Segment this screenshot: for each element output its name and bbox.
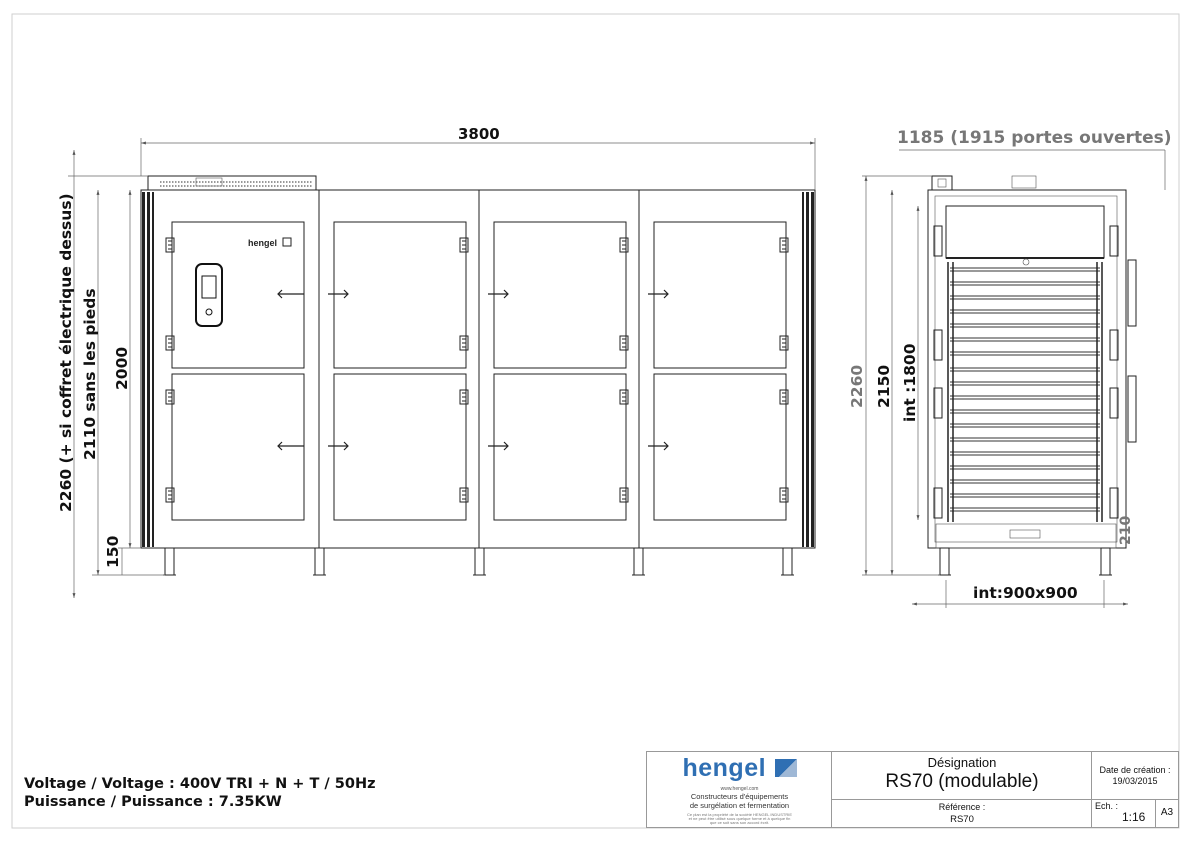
front-dimensions xyxy=(57,125,815,598)
brand-name: hengel xyxy=(682,754,767,782)
creation-date-cell xyxy=(1092,752,1178,800)
dim-side-total-height: 2260 xyxy=(848,364,866,408)
title-block xyxy=(646,751,1179,828)
top-unit xyxy=(148,176,316,190)
reference-label: Référence : xyxy=(938,802,986,812)
door-panel xyxy=(654,374,786,520)
door-panel xyxy=(334,222,466,368)
designation-cell xyxy=(832,752,1092,800)
tagline-2: de surgélation et fermentation xyxy=(689,801,790,810)
dim-overall-height: 2260 (+ si coffret électrique dessus) xyxy=(57,193,75,512)
brand-logo xyxy=(647,754,832,783)
dim-interior-height: int :1800 xyxy=(901,343,919,422)
front-view xyxy=(141,176,815,575)
designation-value: RS70 (modulable) xyxy=(885,771,1039,792)
website: www.hengel.com xyxy=(720,786,759,792)
brand-flag-icon xyxy=(775,759,797,777)
dim-side-width: 1185 (1915 portes ouvertes) xyxy=(897,128,1172,148)
door-panel xyxy=(654,222,786,368)
creation-label: Date de création : xyxy=(1099,765,1171,775)
dim-feet-height: 150 xyxy=(104,535,122,568)
creation-date: 19/03/2015 xyxy=(1112,776,1158,786)
dim-height-without-feet: 2110 sans les pieds xyxy=(81,288,99,460)
cabinet-outline xyxy=(141,190,815,548)
door-panel xyxy=(494,374,626,520)
reference-cell xyxy=(832,800,1092,827)
legal-2: et ne peut être utilisé sous quelque forme et à quelque fin xyxy=(688,816,791,821)
door-logo: hengel xyxy=(248,238,278,248)
designation-label: Désignation xyxy=(927,755,997,770)
hinges xyxy=(166,238,788,502)
dim-body-height: 2000 xyxy=(113,346,131,390)
reference-value: RS70 xyxy=(950,814,974,825)
dim-side-height: 2150 xyxy=(875,364,893,408)
voltage-spec: Voltage / Voltage : 400V TRI + N + T / 50Hz xyxy=(24,776,376,792)
dim-overall-width: 3800 xyxy=(458,125,500,143)
scale-cell xyxy=(1092,800,1156,827)
side-view xyxy=(928,176,1136,575)
format-cell xyxy=(1156,800,1178,827)
shelf-rack xyxy=(950,268,1100,511)
power-spec: Puissance / Puissance : 7.35KW xyxy=(24,794,282,810)
tagline-1: Constructeurs d'équipements xyxy=(690,792,789,801)
door-panel xyxy=(172,222,304,368)
company-cell xyxy=(647,752,832,827)
door-handles xyxy=(278,290,668,450)
door-panel xyxy=(334,374,466,520)
dim-interior-footprint: int:900x900 xyxy=(973,584,1078,602)
scale-value: 1:16 xyxy=(1122,810,1146,824)
feet xyxy=(163,548,794,575)
dim-interior-floor: 210 xyxy=(1118,515,1134,545)
door-panel xyxy=(494,222,626,368)
legal-3: que ce soit sans son accord écrit. xyxy=(709,820,770,825)
legal-1: Ce plan est la propriété de la société HENGEL INDUSTRIE xyxy=(686,812,792,817)
control-panel xyxy=(196,264,222,326)
door-panel xyxy=(172,374,304,520)
sheet-format: A3 xyxy=(1160,807,1174,818)
scale-label: Ech. : xyxy=(1095,801,1119,811)
